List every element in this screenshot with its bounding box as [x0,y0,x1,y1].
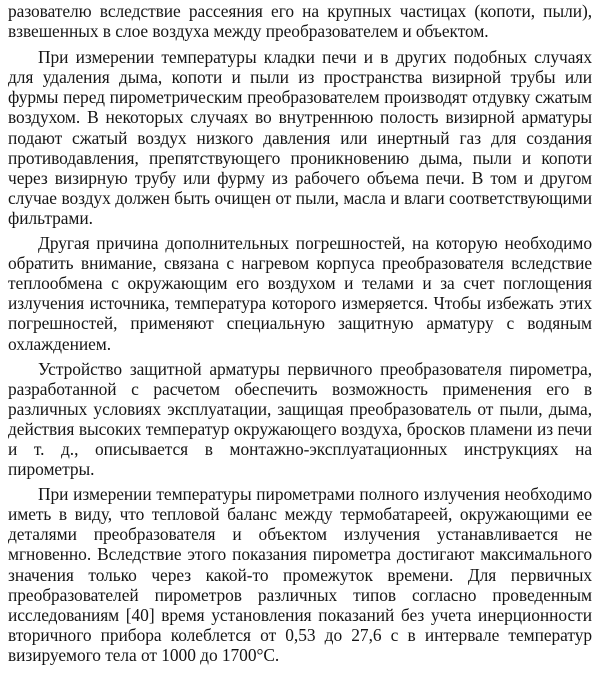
paragraph-continuation: разователю вследствие рассеяния его на крупных частицах (копоти, пыли), взвешенных в слое воздуха между преобразователем и объектом. [8,1,592,42]
paragraph-air-blowing: При измерении температуры кладки печи и в других подобных случаях для удаления дыма, копоти и пыли из пространства визирной трубы или фурмы перед пирометрическим преобразователем производят отдувку сжатым воздухом. В некоторых случаях во внутреннюю полость визирной арматуры подают сжатый воздух низкого давления или инертный газ для создания противодавления, препятствующего проникновению дыма, пыли и копоти через визирную трубу или фурму из рабочего объема печи. В том и другом случае воздух должен быть очищен от пыли, масла и влаги соответствующими фильтрами. [8,47,592,228]
paragraph-housing-heating: Другая причина дополнительных погрешностей, на которую необходимо обратить внимание, связана с нагревом корпуса преобразователя вследствие теплообмена с окружающим его воздухом и телами и за счет поглощения излучения источника, температура которого измеряется. Чтобы избежать этих погрешностей, применяют специальную защитную арматуру с водяным охлаждением. [8,233,592,354]
paragraph-protective-fittings: Устройство защитной арматуры первичного преобразователя пирометра, разработанной с расчетом обеспечить возможность применения его в различных условиях эксплуатации, защищая преобразователь от пыли, дыма, действия высоких температур окружающего воздуха, бросков пламени из печи и т. д., описывается в монтажно-эксплуатационных инструкциях на пирометры. [8,358,592,480]
paragraph-thermal-balance: При измерении температуры пирометрами полного излучения необходимо иметь в виду, что тепловой баланс между термобатареей, окружающими ее деталями преобразователя и объектом излучения устанавливается не мгновенно. Вследствие этого показания пирометра достигают максимального значения только через какой-то промежуток времени. Для первичных преобразователей пирометров различных типов согласно проведенным исследованиям [40] время установления показаний без учета инерционности вторичного прибора колеблется от 0,53 до 27,6 с в интервале температур визируемого тела от 1000 до 1700°С. [8,484,592,665]
